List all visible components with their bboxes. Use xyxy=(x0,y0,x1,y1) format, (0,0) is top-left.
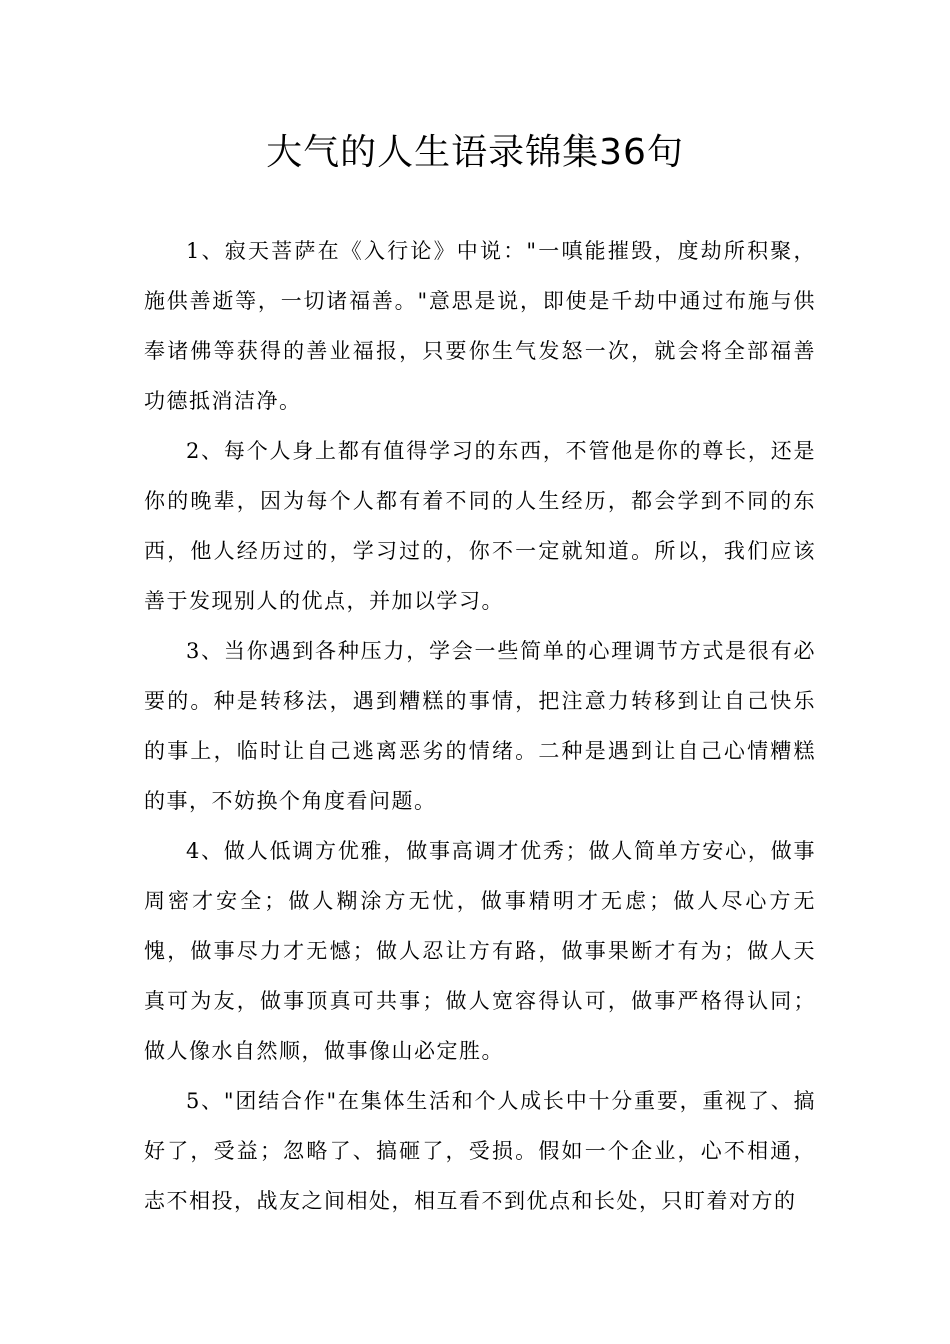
paragraph-5: 5、"团结合作"在集体生活和个人成长中十分重要，重视了、搞好了，受益；忽略了、搞砸了，受损。假如一个企业，心不相通，志不相投，战友之间相处，相互看不到优点和长处，只盯着对方的 xyxy=(144,1089,816,1213)
document-body xyxy=(144,226,816,1226)
paragraph-4: 4、做人低调方优雅，做事高调才优秀；做人简单方安心，做事周密才安全；做人糊涂方无忧，做事精明才无虑；做人尽心方无愧，做事尽力才无憾；做人忍让方有路，做事果断才有为；做人天真可为友，做事顶真可共事；做人宽容得认可，做事严格得认同；做人像水自然顺，做事像山必定胜。 xyxy=(144,839,816,1063)
paragraph-3: 3、当你遇到各种压力，学会一些简单的心理调节方式是很有必要的。种是转移法，遇到糟糕的事情，把注意力转移到让自己快乐的事上，临时让自己逃离恶劣的情绪。二种是遇到让自己心情糟糕的事，不妨换个角度看问题。 xyxy=(144,639,816,813)
document-title: 大气的人生语录锦集36句 xyxy=(266,132,684,173)
paragraph-2: 2、每个人身上都有值得学习的东西，不管他是你的尊长，还是你的晚辈，因为每个人都有着不同的人生经历，都会学到不同的东西，他人经历过的，学习过的，你不一定就知道。所以，我们应该善于发现别人的优点，并加以学习。 xyxy=(144,439,816,613)
paragraph-1: 1、寂天菩萨在《入行论》中说："一嗔能摧毁，度劫所积聚，施供善逝等，一切诸福善。"意思是说，即使是千劫中通过布施与供奉诸佛等获得的善业福报，只要你生气发怒一次，就会将全部福善功德抵消洁净。 xyxy=(144,239,816,413)
